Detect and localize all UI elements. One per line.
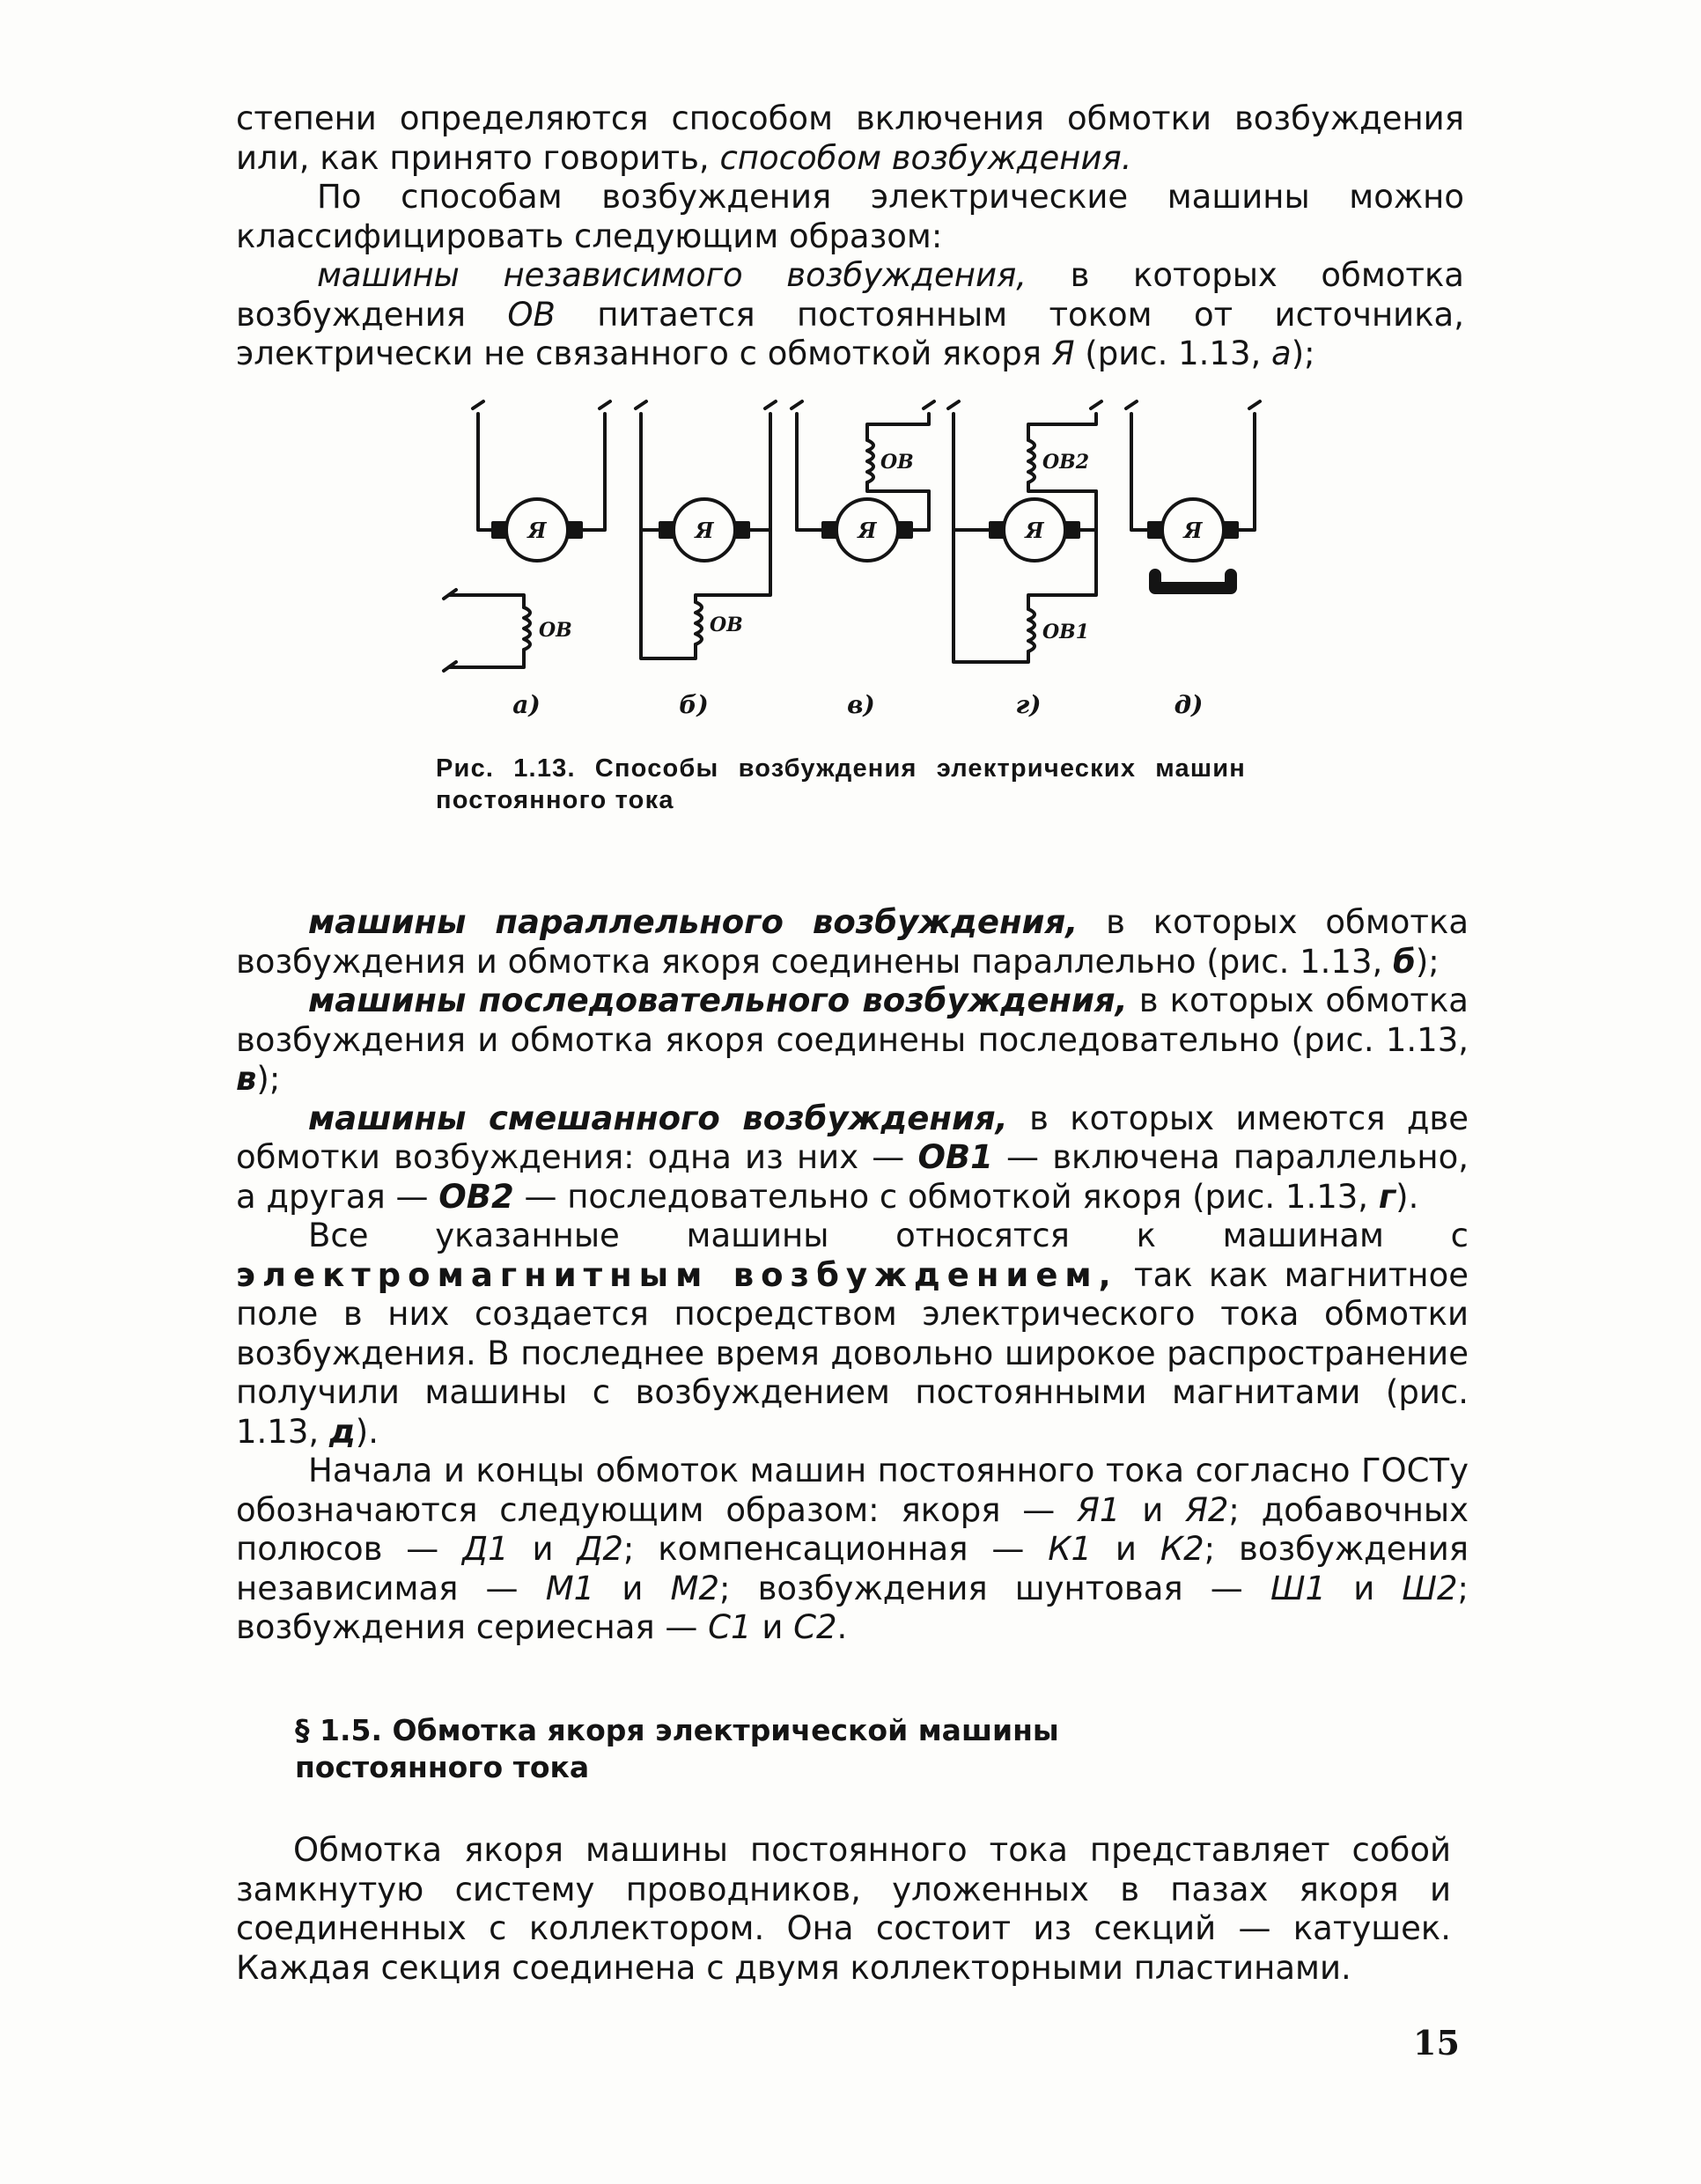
symbol-ov: ОВ (507, 295, 556, 334)
field-lead (449, 650, 524, 667)
armature-label: Я (858, 518, 877, 543)
brush (1224, 523, 1237, 537)
field-coil-ov1 (1028, 609, 1035, 651)
brush (1149, 523, 1162, 537)
text: и (751, 1608, 794, 1646)
field-lead (867, 482, 929, 491)
symbol-ya: Я (1051, 335, 1075, 372)
term-electromagnetic: электромагнитным возбуждением, (236, 1255, 1118, 1294)
term-independent: машины независимого возбуждения, (317, 256, 1027, 294)
field-coil-ov2 (1028, 440, 1035, 482)
winding-label-ov2: ОВ2 (1042, 451, 1090, 474)
symbol: М2 (670, 1569, 719, 1607)
text: питается постоянным током от источника, электрически не связанного с обмоткой якоря (236, 295, 1464, 372)
text: Начала и концы обмоток машин постоянного тока согласно ГОСТу обозначаются следующим образом: якоря — (236, 1452, 1469, 1529)
winding-label-ov1: ОВ1 (1042, 621, 1090, 643)
intro-text (236, 99, 1464, 374)
symbol-ov1: ОВ1 (917, 1138, 993, 1176)
armature-lead (581, 414, 605, 530)
text: в которых обмотка возбуждения (236, 256, 1464, 334)
text: и (594, 1569, 671, 1607)
text: ; добавочных полюсов — (236, 1490, 1469, 1568)
field-lead (641, 530, 696, 658)
symbol: Я1 (1077, 1490, 1121, 1529)
winding-label-ov: ОВ (539, 619, 572, 642)
term-series: машины последовательного возбуждения, (308, 982, 1128, 1019)
armature-lead (748, 414, 770, 530)
armature-winding-paragraph: Обмотка якоря машины постоянного тока представляет собой замкнутую систему проводников, уложенных в пазах якоря и соединенных с коллектором. Она состоит из секций — катушек. Каждая секция соединена с двумя коллекторными пластинами. (236, 1831, 1451, 1987)
diagram-label-g: г) (1015, 690, 1042, 719)
brush (1065, 523, 1079, 537)
text: (рис. 1.13, (1074, 335, 1272, 372)
armature-label: Я (527, 518, 547, 543)
intro-line (236, 99, 1464, 178)
text: ); (1415, 942, 1440, 981)
text: и (1092, 1530, 1160, 1568)
brush (990, 523, 1004, 537)
symbol: Д2 (577, 1530, 623, 1568)
classification-intro: По способам возбуждения электрические машины можно классифицировать следующим образом: (236, 178, 1464, 255)
terminal-designations-paragraph (236, 1452, 1469, 1648)
brush (735, 523, 748, 537)
text: и (1120, 1490, 1186, 1529)
text: — включена параллельно, а другая — (236, 1138, 1469, 1216)
compound-excitation-item (236, 1099, 1469, 1217)
symbol: Д1 (462, 1530, 509, 1568)
brush (568, 523, 581, 537)
terminal-mark (636, 401, 646, 408)
armature-lead (478, 414, 493, 530)
text: ; компенсационная — (622, 1530, 1049, 1568)
text: ). (355, 1412, 379, 1451)
brush (898, 523, 911, 537)
series-excitation-item (236, 982, 1469, 1099)
symbol: М1 (545, 1569, 595, 1607)
text: ); (256, 1060, 281, 1098)
terminal-mark (924, 401, 934, 408)
terminal-mark (792, 401, 802, 408)
text: ). (1395, 1177, 1419, 1216)
field-lead (449, 595, 524, 607)
brush (493, 523, 506, 537)
diagram-permanent-magnet (1126, 401, 1260, 588)
diagram-label-a: а) (512, 690, 541, 719)
text: Все указанные машины относятся к машинам с (308, 1217, 1469, 1254)
intro-text-2: или, как принято говорить, (236, 138, 720, 177)
symbol: С1 (708, 1608, 752, 1646)
term-excitation-method: способом возбуждения. (719, 138, 1132, 177)
armature-lead (954, 414, 990, 530)
winding-label-ov: ОВ (880, 451, 914, 474)
symbol: Ш2 (1402, 1569, 1458, 1607)
winding-label-ov: ОВ (710, 614, 743, 636)
page-number: 15 (1413, 2023, 1460, 2063)
terminal-mark (765, 401, 776, 408)
diagram-label-b: б) (679, 690, 709, 719)
ref-letter: г (1378, 1177, 1396, 1216)
armature-lead (797, 414, 823, 530)
excitation-types-text (236, 903, 1469, 1648)
permanent-magnet (1155, 575, 1231, 588)
brush (660, 523, 674, 537)
ref-letter: б (1393, 942, 1416, 981)
text: ; возбуждения шунтовая — (719, 1569, 1270, 1607)
text: так как магнитное поле в них создается посредством электрического тока обмотки возбуждения. В последнее время довольно широкое распространение получили машины с возбуждением постоянными магнитами (рис. 1.13, (236, 1255, 1469, 1451)
diagram-label-v: в) (847, 690, 875, 719)
text: ); (1291, 335, 1315, 372)
section-heading (295, 1712, 1175, 1786)
symbol: Ш1 (1270, 1569, 1327, 1607)
intro-text-1: степени определяются способом включения обмотки возбуждения (236, 99, 1464, 137)
symbol: К2 (1160, 1530, 1204, 1568)
symbol: С2 (793, 1608, 837, 1646)
text: ; возбуждения независимая — (236, 1530, 1469, 1607)
field-lead (867, 414, 929, 440)
armature-lead (911, 491, 929, 530)
independent-excitation-item (236, 256, 1464, 374)
section-heading-line-2: постоянного тока (295, 1750, 590, 1784)
armature-label: Я (695, 518, 714, 543)
terminal-mark (1091, 401, 1101, 408)
field-lead (954, 530, 1028, 662)
terminal-mark (1249, 401, 1260, 408)
diagram-label-d: д) (1174, 690, 1204, 719)
text: в которых обмотка возбуждения и обмотка якоря соединены последовательно (рис. 1.13, (236, 982, 1469, 1059)
field-lead (1028, 482, 1096, 491)
parallel-excitation-item (236, 903, 1469, 982)
term-compound: машины смешанного возбуждения, (308, 1099, 1008, 1137)
field-coil (696, 602, 702, 644)
text: в которых обмотка возбуждения и обмотка якоря соединены параллельно (рис. 1.13, (236, 903, 1469, 981)
symbol: Я2 (1185, 1490, 1229, 1529)
armature-lead (641, 414, 660, 530)
terminal-mark (1126, 401, 1137, 408)
brush (823, 523, 836, 537)
text: ; возбуждения сериесная — (236, 1569, 1469, 1646)
section-heading-line-1: § 1.5. Обмотка якоря электрической машины (295, 1713, 1059, 1747)
figure-caption: Рис. 1.13. Способы возбуждения электрических машин постоянного тока (436, 754, 1246, 814)
armature-label: Я (1025, 518, 1044, 543)
symbol: К1 (1048, 1530, 1093, 1568)
ref-letter: в (236, 1060, 257, 1098)
ref-letter: д (328, 1412, 356, 1451)
terminal-mark (948, 401, 959, 408)
armature-lead (1131, 414, 1149, 530)
text: в которых имеются две обмотки возбуждения: одна из них — (236, 1099, 1469, 1176)
text: — последовательно с обмоткой якоря (рис. 1.13, (513, 1177, 1379, 1216)
text: . (836, 1608, 848, 1646)
field-lead (1028, 414, 1096, 440)
text: и (508, 1530, 578, 1568)
circuit-diagrams (440, 387, 1294, 731)
term-parallel: машины параллельного возбуждения, (308, 903, 1079, 941)
text: и (1326, 1569, 1403, 1607)
electromagnetic-excitation-paragraph (236, 1217, 1469, 1452)
field-coil (524, 607, 530, 650)
armature-lead (1079, 491, 1096, 530)
armature-label: Я (1183, 518, 1203, 543)
terminal-mark (600, 401, 610, 408)
terminal-mark (473, 401, 483, 408)
symbol-ov2: ОВ2 (438, 1177, 514, 1216)
ref-letter: а (1271, 335, 1292, 372)
field-coil (867, 440, 873, 482)
armature-lead (1237, 414, 1255, 530)
figure-excitation-diagrams (440, 387, 1294, 731)
